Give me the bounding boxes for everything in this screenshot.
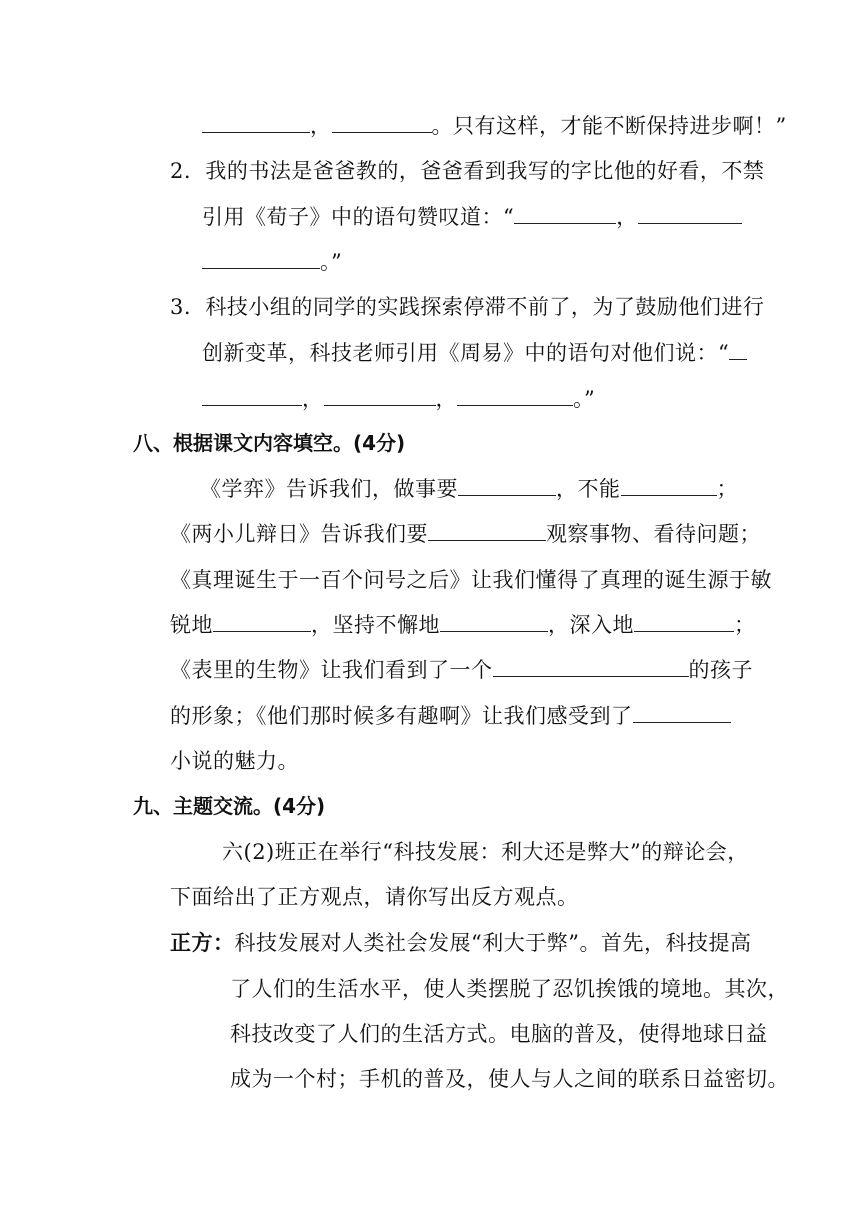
item3-line3: ， ， 。” [202,384,595,414]
item1-text: 。只有这样，才能不断保持进步啊！” [431,114,787,138]
section-8-heading: 八、根据课文内容填空。(4分) [133,431,406,455]
answer-blank[interactable] [493,656,689,677]
item-number: 3. [170,295,192,319]
item2-line1: 2. 我的书法是爸爸教的，爸爸看到我写的字比他的好看，不禁 [170,159,765,183]
affirmative-label: 正方： [170,931,235,955]
answer-blank[interactable] [202,112,310,133]
q8-line6: 的形象；《他们那时候多有趣啊》让我们感受到了 [170,701,731,731]
affirmative-line3: 科技改变了人们的生活方式。电脑的普及，使得地球日益 [230,1022,768,1046]
q8-line2: 《两小儿辩日》告诉我们要 观察事物、看待问题； [170,522,761,546]
answer-blank[interactable] [213,611,311,632]
answer-blank[interactable] [621,475,717,496]
affirmative-line2: 了人们的生活水平，使人类摆脱了忍饥挨饿的境地。其次， [230,977,789,1001]
item2-line3: 。” [202,247,342,277]
answer-blank[interactable] [428,520,546,541]
answer-blank[interactable] [638,203,742,224]
item1-continuation: ， 。只有这样，才能不断保持进步啊！” [202,111,787,141]
answer-blank[interactable] [633,702,731,723]
q8-line1: 《学弈》告诉我们，做事要 ，不能 ； [200,477,738,501]
answer-blank[interactable] [324,385,436,406]
answer-blank[interactable] [440,611,548,632]
answer-blank[interactable] [202,385,302,406]
answer-blank[interactable] [332,112,432,133]
q8-line3: 《真理诞生于一百个问号之后》让我们懂得了真理的诞生源于敏 [170,568,772,592]
q8-line7: 小说的魅力。 [170,749,299,773]
affirmative-line1: 正方：科技发展对人类社会发展“利大于弊”。首先，科技提高 [170,931,752,955]
item-number: 2. [170,159,192,183]
section-9-heading: 九、主题交流。(4分) [133,794,326,818]
item3-line2: 创新变革，科技老师引用《周易》中的语句对他们说：“ [202,338,747,368]
answer-blank[interactable] [457,385,573,406]
item3-line1: 3. 科技小组的同学的实践探索停滞不前了，为了鼓励他们进行 [170,295,765,319]
q8-line4: 锐地 ，坚持不懈地 ，深入地 ； [170,613,756,637]
q9-intro-line2: 下面给出了正方观点，请你写出反方观点。 [170,885,579,909]
answer-blank[interactable] [458,475,556,496]
answer-blank[interactable] [514,203,616,224]
answer-blank[interactable] [634,611,734,632]
q8-line5: 《表里的生物》让我们看到了一个 的孩子 [170,658,753,682]
affirmative-line4: 成为一个村；手机的普及，使人与人之间的联系日益密切。 [230,1067,789,1091]
q9-intro-line1: 六(2)班正在举行“科技发展：利大还是弊大”的辩论会， [222,840,749,864]
item2-line2: 引用《荀子》中的语句赞叹道：“ ， [202,202,742,232]
answer-blank[interactable] [729,339,747,360]
answer-blank[interactable] [202,248,320,269]
